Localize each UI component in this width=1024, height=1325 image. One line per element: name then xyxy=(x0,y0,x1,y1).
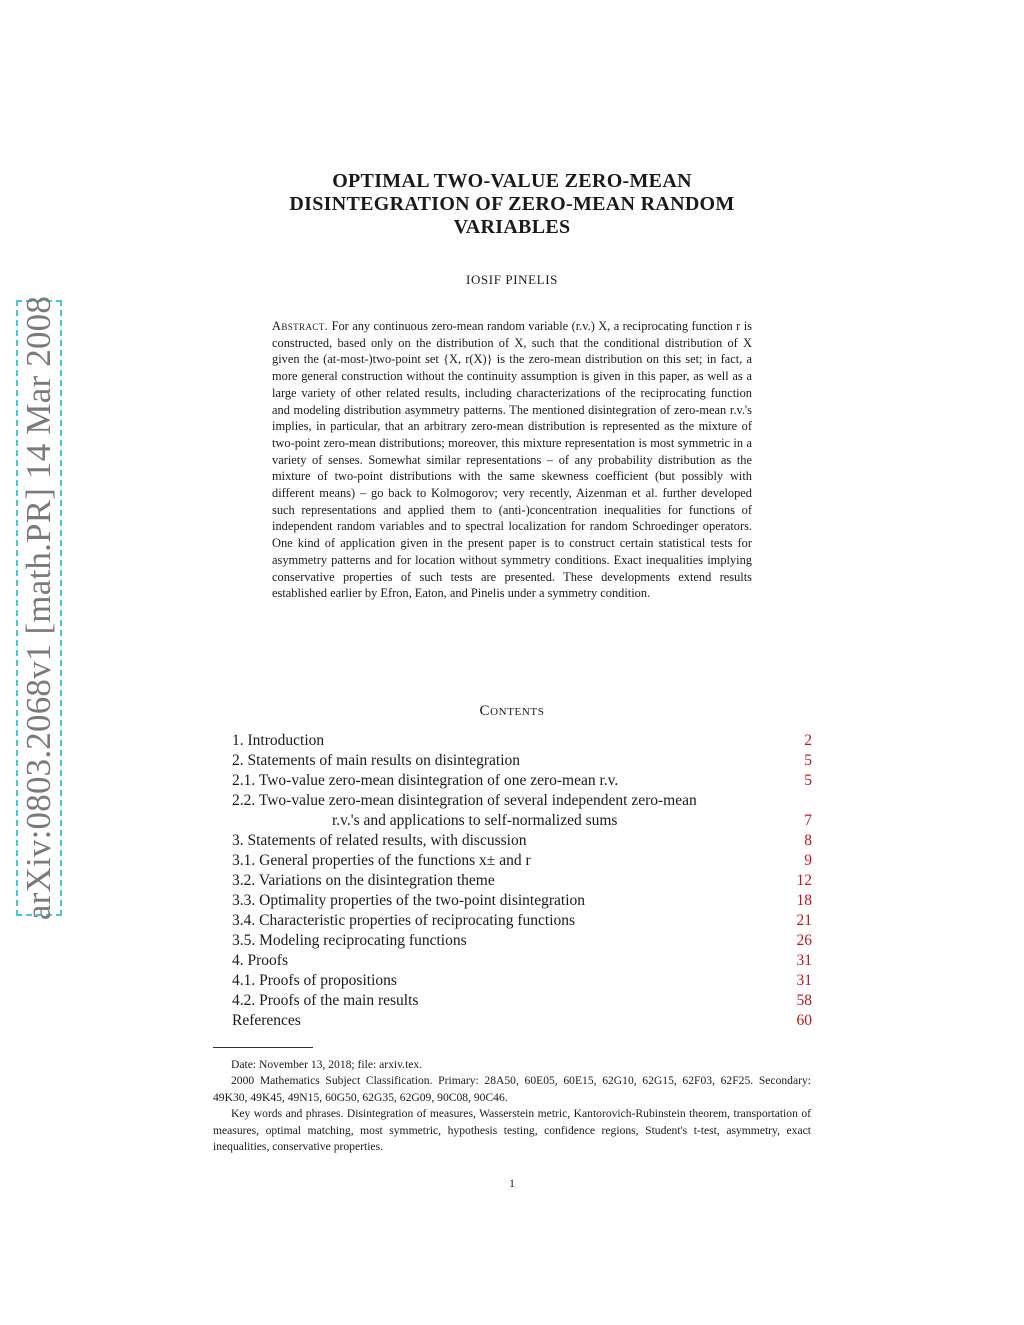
toc-entry[interactable] xyxy=(232,731,812,751)
toc-page-link[interactable]: 26 xyxy=(796,932,812,949)
toc-label: r.v.'s and applications to self-normalized sums xyxy=(332,812,618,829)
toc-page-link[interactable]: 58 xyxy=(796,992,812,1009)
keywords-footnote: Key words and phrases. Disintegration of measures, Wasserstein metric, Kantorovich-Rubinstein theorem, transportation of measures, optimal matching, most symmetric, hypothesis testing, confidence regions, Student's t-test, asymmetry, exact inequalities, conservative properties. xyxy=(213,1107,811,1154)
toc-entry[interactable] xyxy=(232,791,812,811)
toc-label: 4. Proofs xyxy=(232,952,288,969)
toc-label: 3.4. Characteristic properties of reciprocating functions xyxy=(232,912,576,929)
toc-label: 1. Introduction xyxy=(232,732,325,749)
toc-page-link[interactable]: 5 xyxy=(804,752,812,769)
toc-label: 3.5. Modeling reciprocating functions xyxy=(232,932,467,949)
toc-page-link[interactable]: 31 xyxy=(796,972,812,989)
toc-page-link[interactable]: 2 xyxy=(804,732,812,749)
toc-page-link[interactable]: 9 xyxy=(804,852,812,869)
paper-title xyxy=(200,170,824,239)
table-of-contents xyxy=(232,731,812,1031)
toc-entry[interactable] xyxy=(232,931,812,951)
toc-entry[interactable] xyxy=(232,951,812,971)
toc-entry[interactable] xyxy=(232,751,812,771)
toc-entry[interactable] xyxy=(232,831,812,851)
toc-entry[interactable] xyxy=(232,891,812,911)
toc-label: References xyxy=(232,1012,301,1029)
toc-label: 2. Statements of main results on disintegration xyxy=(232,752,520,769)
toc-entry[interactable] xyxy=(232,771,812,791)
abstract-label: Abstract. xyxy=(272,319,329,333)
toc-label: 3.1. General properties of the functions x± and r xyxy=(232,852,531,869)
toc-page-link[interactable]: 12 xyxy=(796,872,812,889)
toc-label: 3.3. Optimality properties of the two-point disintegration xyxy=(232,892,585,909)
toc-entry[interactable] xyxy=(232,991,812,1011)
toc-page-link[interactable]: 8 xyxy=(804,832,812,849)
date-footnote: Date: November 13, 2018; file: arxiv.tex. xyxy=(231,1058,423,1071)
toc-page-link[interactable]: 60 xyxy=(796,1012,812,1029)
toc-page-link[interactable]: 5 xyxy=(804,772,812,789)
toc-page-link[interactable]: 18 xyxy=(796,892,812,909)
author: IOSIF PINELIS xyxy=(466,272,558,287)
toc-label: 2.2. Two-value zero-mean disintegration of several independent zero-mean xyxy=(232,792,697,809)
toc-entry[interactable] xyxy=(232,1011,812,1031)
title-line: OPTIMAL TWO-VALUE ZERO-MEAN xyxy=(332,170,692,192)
toc-entry[interactable] xyxy=(232,871,812,891)
toc-label: 4.1. Proofs of propositions xyxy=(232,972,397,989)
title-line: VARIABLES xyxy=(453,216,571,238)
footnotes xyxy=(213,1057,811,1155)
abstract-text: For any continuous zero-mean random variable (r.v.) X, a reciprocating function r is constructed, based only on the distribution of X, such that the conditional distribution of X given the (at-most-)two-point set {X, r(X)} is the zero-mean distribution on this set; in fact, a more general construction without the continuity assumption is given in this paper, as well as a large variety of other related results, including characterizations of the reciprocating function and modeling distribution asymmetry patterns. The mentioned disintegration of zero-mean r.v.'s implies, in particular, that an arbitrary zero-mean distribution is represented as the mixture of two-point zero-mean distributions; moreover, this mixture representation is most symmetric in a variety of senses. Somewhat similar representations – of any probability distribution as the mixture of two-point distributions with the same skewness coefficient (but possibly with different means) – go back to Kolmogorov; very recently, Aizenman et al. further developed such representations and applied them to (anti-)concentration inequalities for functions of independent random variables and to spectral localization for random Schroedinger operators. One kind of application given in the present paper is to construct certain statistical tests for asymmetry patterns and for location without symmetry conditions. Exact inequalities implying conservative properties of such tests are presented. These developments extend results established earlier by Efron, Eaton, and Pinelis under a symmetry condition. xyxy=(272,319,752,601)
page-number: 1 xyxy=(509,1178,515,1190)
toc-page-link[interactable]: 31 xyxy=(796,952,812,969)
toc-label: 2.1. Two-value zero-mean disintegration of one zero-mean r.v. xyxy=(232,772,619,789)
toc-page-link[interactable]: 21 xyxy=(796,912,812,929)
footnote-rule xyxy=(213,1047,313,1048)
toc-entry[interactable] xyxy=(232,851,812,871)
toc-entry[interactable] xyxy=(232,971,812,991)
arxiv-stamp[interactable]: arXiv:0803.2068v1 [math.PR] 14 Mar 2008 xyxy=(19,295,58,921)
toc-page-link[interactable]: 7 xyxy=(804,812,812,829)
toc-label: 4.2. Proofs of the main results xyxy=(232,992,419,1009)
abstract xyxy=(272,318,752,602)
msc-footnote: 2000 Mathematics Subject Classification. Primary: 28A50, 60E05, 60E15, 62G10, 62G15, 62F03, 62F25. Secondary: 49K30, 49K45, 49N15, 60G50, 62G35, 62G09, 90C08, 90C46. xyxy=(213,1074,811,1104)
toc-label: 3.2. Variations on the disintegration theme xyxy=(232,872,495,889)
contents-heading: Contents xyxy=(479,703,545,719)
title-line: DISINTEGRATION OF ZERO-MEAN RANDOM xyxy=(289,193,735,215)
toc-entry[interactable] xyxy=(232,811,812,831)
toc-label: 3. Statements of related results, with discussion xyxy=(232,832,527,849)
toc-entry[interactable] xyxy=(232,911,812,931)
